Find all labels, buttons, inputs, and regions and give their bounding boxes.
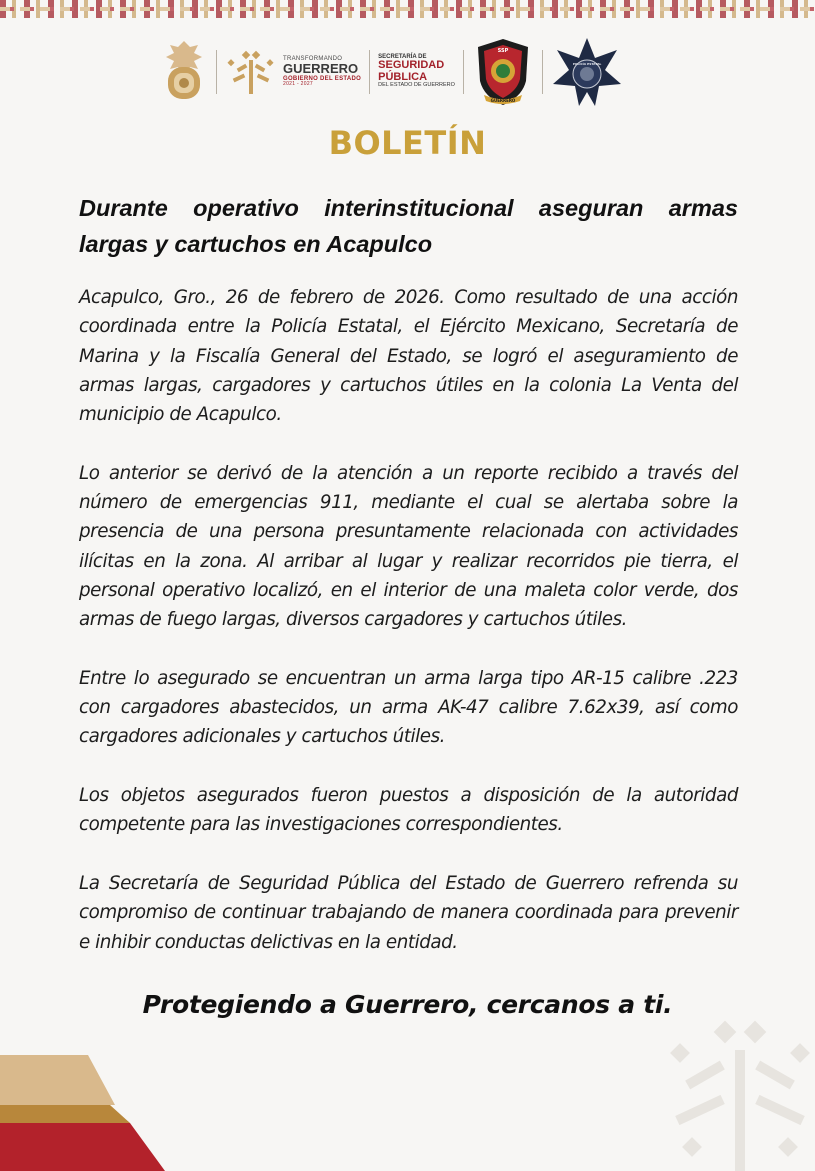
decorative-pattern-strip bbox=[0, 0, 815, 18]
gro-sub-text: GOBIERNO DEL ESTADO bbox=[283, 75, 362, 82]
ssp-line2: SEGURIDAD bbox=[378, 59, 445, 72]
guerrero-tree-logo-icon bbox=[225, 46, 277, 98]
paragraph: Los objetos asegurados fueron puestos a disposición de la autoridad competente para las investigaciones correspondientes. bbox=[79, 785, 738, 836]
logo-separator bbox=[542, 50, 543, 94]
slogan: Protegiendo a Guerrero, cercanos a ti. bbox=[142, 990, 673, 1019]
paragraph: Entre lo asegurado se encuentran un arma larga tipo AR-15 calibre .223 con cargadores abastecidos, un arma AK-47 calibre 7.62x39, así como cargadores adicionales y cartuchos útiles. bbox=[79, 667, 738, 748]
badge-label: SSP bbox=[497, 47, 509, 54]
gro-big-text: GUERRERO bbox=[283, 61, 359, 77]
logo-separator bbox=[463, 50, 464, 94]
badge-ribbon-label: GUERRERO bbox=[490, 97, 516, 103]
logo-separator bbox=[216, 50, 217, 94]
headline: Durante operativo interinstitucional aseguran armas largas y cartuchos en Acapulco bbox=[79, 195, 738, 257]
paragraph: Lo anterior se derivó de la atención a un reporte recibido a través del número de emergencias 911, mediante el cual se alertaba sobre la presencia de una persona presuntamente relacionada con actividades ilícitas en la zona. Al arribar al lugar y realizar recorridos pie tierra, el personal operativo localizó, en el interior de una maleta color verde, dos armas de fuego largas, diversos cargadores y cartuchos útiles. bbox=[79, 462, 738, 631]
header-logos bbox=[160, 34, 660, 109]
ssp-line4: DEL ESTADO DE GUERRERO bbox=[378, 82, 455, 89]
logo-separator bbox=[369, 50, 370, 94]
police-star-icon bbox=[551, 36, 623, 108]
gro-years-text: 2021 - 2027 bbox=[283, 80, 313, 87]
corner-tree-watermark-icon bbox=[665, 1010, 815, 1171]
bulletin-title: BOLETÍN bbox=[328, 124, 487, 162]
paragraph: La Secretaría de Seguridad Pública del Estado de Guerrero refrenda su compromiso de continuar trabajando de manera coordinada para prevenir e inhibir conductas delictivas en la entidad. bbox=[79, 872, 738, 953]
article-body bbox=[79, 283, 738, 986]
ssp-line3: PÚBLICA bbox=[378, 70, 428, 83]
corner-decoration-left bbox=[0, 1055, 170, 1171]
ssp-logo-text bbox=[378, 54, 455, 89]
state-coat-of-arms-icon bbox=[160, 37, 208, 107]
paragraph: Acapulco, Gro., 26 de febrero de 2026. Como resultado de una acción coordinada entre la Policía Estatal, el Ejército Mexicano, Secretaría de Marina y la Fiscalía General del Estado, se logró el aseguramiento de armas largas, cargadores y cartuchos útiles en la colonia La Venta del municipio de Acapulco. bbox=[79, 287, 738, 426]
guerrero-logo-text bbox=[283, 56, 361, 87]
ssp-line1: SECRETARÍA DE bbox=[378, 53, 427, 60]
gro-small-text: TRANSFORMANDO bbox=[283, 55, 343, 62]
ssp-shield-badge-icon bbox=[472, 37, 534, 107]
star-label: POLICÍA ESTATAL bbox=[572, 61, 602, 66]
